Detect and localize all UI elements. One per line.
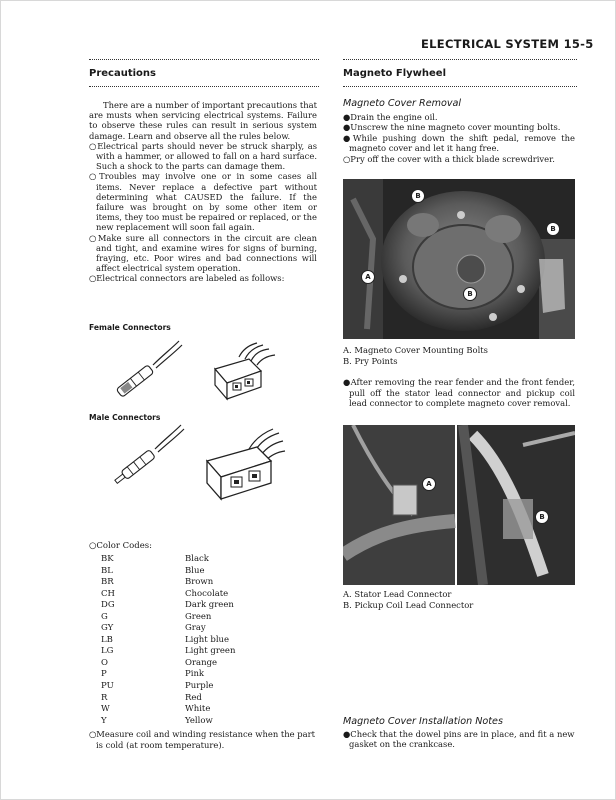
color-code: BL: [101, 565, 113, 576]
removal-step: ●While pushing down the shift pedal, remove the magneto cover and let it hang free.: [343, 132, 575, 154]
female-pin-connector-illustration: [113, 339, 185, 399]
color-row: [101, 635, 235, 647]
color-code: GY: [101, 623, 114, 634]
color-name: Chocolate: [185, 588, 229, 599]
measure-note: ○Measure coil and winding resistance when the part is cold (at room temperature).: [89, 729, 315, 750]
color-row: [101, 600, 235, 612]
callout-b: B: [463, 287, 477, 301]
color-code: R: [101, 692, 108, 703]
precautions-body: [89, 100, 317, 284]
color-name: Red: [185, 692, 202, 703]
callout-b: B: [411, 189, 425, 203]
color-code: G: [101, 611, 108, 622]
color-row: [101, 716, 235, 728]
color-code: LG: [101, 646, 114, 657]
removal-step: ●Drain the engine oil.: [343, 111, 438, 122]
removal-step: ○Pry off the cover with a thick blade screwdriver.: [343, 153, 555, 164]
page-header: ELECTRICAL SYSTEM 15-5: [421, 37, 594, 51]
callout-b: B: [546, 222, 560, 236]
callout-b: B: [535, 510, 549, 524]
color-row: [101, 623, 235, 635]
color-row: [101, 658, 235, 670]
photo1-caption: [343, 345, 488, 366]
divider: [89, 59, 319, 60]
female-block-connector-illustration: [209, 341, 279, 405]
color-code-table: [101, 554, 235, 727]
divider: [89, 86, 319, 87]
color-code: BR: [101, 577, 114, 588]
color-name: Purple: [185, 681, 214, 692]
color-name: Blue: [185, 565, 205, 576]
removal-heading: Magneto Cover Removal: [343, 98, 462, 109]
install-section: [343, 717, 575, 750]
lead-connectors-photo: [343, 425, 575, 585]
color-name: Brown: [185, 577, 214, 588]
caption-line: A. Magneto Cover Mounting Bolts: [343, 345, 488, 355]
photo2-caption: [343, 589, 473, 610]
color-row: [101, 669, 235, 681]
color-row: [101, 704, 235, 716]
male-block-connector-illustration: [201, 425, 287, 505]
color-row: [101, 681, 235, 693]
color-name: Green: [185, 611, 212, 622]
color-name: Orange: [185, 657, 218, 668]
color-row: [101, 554, 235, 566]
divider: [343, 59, 577, 60]
male-connectors-heading: Male Connectors: [89, 413, 161, 422]
color-name: Pink: [185, 669, 205, 680]
color-code: O: [101, 657, 108, 668]
color-name: Light blue: [185, 634, 230, 645]
color-code: P: [101, 669, 107, 680]
callout-a: A: [361, 270, 375, 284]
caption-line: B. Pry Points: [343, 355, 398, 366]
color-code: BK: [101, 554, 114, 564]
color-row: [101, 646, 235, 658]
color-codes-label: ○Color Codes:: [89, 541, 152, 551]
divider: [343, 86, 577, 87]
install-step: ●Check that the dowel pins are in place, and fit a new gasket on the crankcase.: [343, 728, 575, 750]
female-connectors-heading: Female Connectors: [89, 323, 171, 332]
removal-section: [343, 99, 575, 165]
color-row: [101, 577, 235, 589]
color-name: Light green: [185, 646, 236, 657]
section-title-magneto-flywheel: Magneto Flywheel: [343, 68, 447, 79]
color-name: Gray: [185, 623, 206, 634]
male-pin-connector-illustration: [111, 421, 187, 487]
after-step: ●After removing the rear fender and the front fender, pull off the stator lead connector and pickup coil lead connector to complete magneto cover removal.: [343, 377, 575, 409]
color-row: [101, 566, 235, 578]
precaution-item: ○Troubles may involve one or in some cases all items. Never replace a defective part without determining what CAUSED the failure. If the failure was brought on by some other item or items, they too must be repaired or replaced, or the new replacement will soon fail again.: [89, 171, 317, 233]
precaution-item: ○Make sure all connectors in the circuit are clean and tight, and examine wires for signs of burning, fraying, etc. Poor wires and bad connections will affect electrical system operation.: [89, 232, 317, 274]
color-code: CH: [101, 588, 115, 599]
color-row: [101, 612, 235, 624]
color-name: White: [185, 704, 211, 715]
color-code: DG: [101, 600, 115, 611]
caption-line: A. Stator Lead Connector: [343, 589, 452, 599]
color-row: [101, 589, 235, 601]
color-row: [101, 693, 235, 705]
precaution-item: ○Electrical parts should never be struck sharply, as with a hammer, or allowed to fall on a hard surface. Such a shock to the parts can damage them.: [89, 140, 317, 172]
color-code: Y: [101, 715, 107, 726]
callout-a: A: [422, 477, 436, 491]
install-heading: Magneto Cover Installation Notes: [343, 716, 503, 727]
color-name: Dark green: [185, 600, 234, 611]
precaution-item: ○Electrical connectors are labeled as follows:: [89, 273, 285, 284]
color-name: Black: [185, 554, 209, 564]
caption-line: B. Pickup Coil Lead Connector: [343, 599, 474, 610]
removal-step: ●Unscrew the nine magneto cover mounting bolts.: [343, 122, 561, 133]
precautions-intro: There are a number of important precautions that are musts when servicing electrical systems. Failure to observe these rules can result in serious system damage. Learn and observe all the rules below.: [89, 100, 317, 141]
color-name: Yellow: [185, 715, 213, 726]
magneto-cover-photo: [343, 179, 575, 339]
section-title-precautions: Precautions: [89, 68, 156, 79]
color-code: W: [101, 704, 110, 715]
color-code: LB: [101, 634, 113, 645]
color-code: PU: [101, 681, 114, 692]
